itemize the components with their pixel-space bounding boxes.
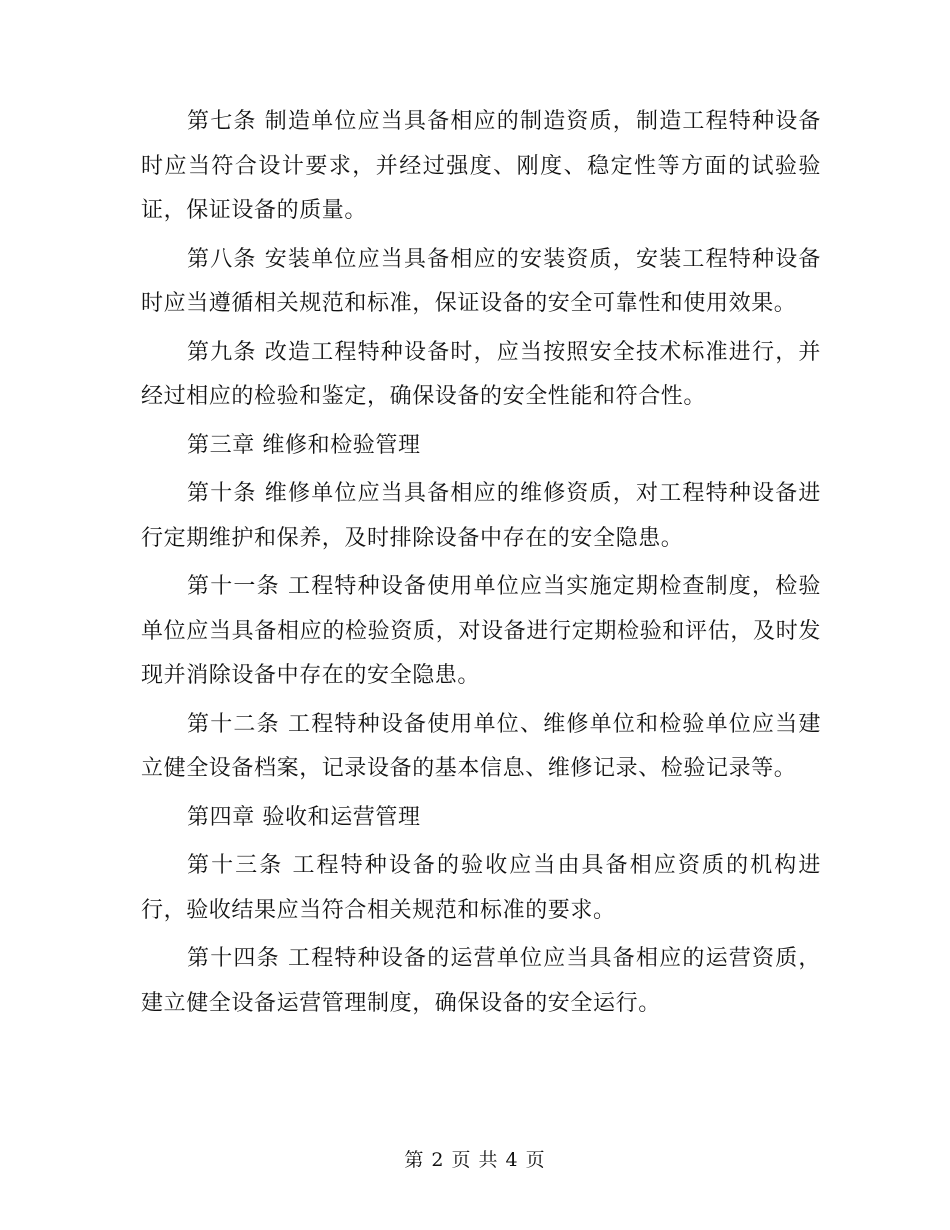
document-body xyxy=(141,100,821,1030)
article-12-paragraph: 第十二条 工程特种设备使用单位、维修单位和检验单位应当建立健全设备档案，记录设备的基本信息、维修记录、检验记录等。 xyxy=(141,711,821,781)
article-10-paragraph: 第十条 维修单位应当具备相应的维修资质，对工程特种设备进行定期维护和保养，及时排除设备中存在的安全隐患。 xyxy=(141,481,821,551)
article-8-paragraph: 第八条 安装单位应当具备相应的安装资质，安装工程特种设备时应当遵循相关规范和标准，保证设备的安全可靠性和使用效果。 xyxy=(141,246,821,316)
page-number-footer: 第 2 页 共 4 页 xyxy=(404,1149,546,1171)
article-7-paragraph: 第七条 制造单位应当具备相应的制造资质，制造工程特种设备时应当符合设计要求，并经过强度、刚度、稳定性等方面的试验验证，保证设备的质量。 xyxy=(141,109,821,223)
article-14-paragraph: 第十四条 工程特种设备的运营单位应当具备相应的运营资质，建立健全设备运营管理制度，确保设备的安全运行。 xyxy=(141,946,821,1016)
chapter-4-heading: 第四章 验收和运营管理 xyxy=(187,804,421,830)
chapter-3-heading: 第三章 维修和检验管理 xyxy=(187,432,421,458)
article-13-paragraph: 第十三条 工程特种设备的验收应当由具备相应资质的机构进行，验收结果应当符合相关规范和标准的要求。 xyxy=(141,853,821,923)
article-11-paragraph: 第十一条 工程特种设备使用单位应当实施定期检查制度，检验单位应当具备相应的检验资质，对设备进行定期检验和评估，及时发现并消除设备中存在的安全隐患。 xyxy=(141,574,821,688)
article-9-paragraph: 第九条 改造工程特种设备时，应当按照安全技术标准进行，并经过相应的检验和鉴定，确保设备的安全性能和符合性。 xyxy=(141,339,821,409)
